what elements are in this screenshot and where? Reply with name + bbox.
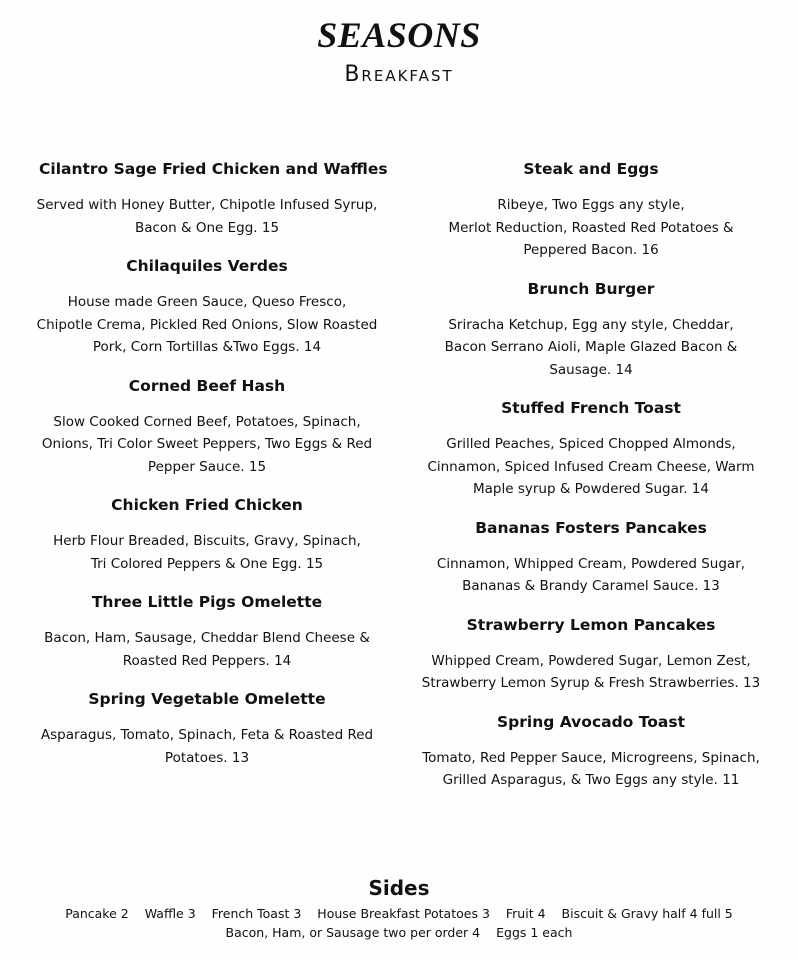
menu-item-name: Cilantro Sage Fried Chicken and Waffles	[39, 160, 388, 178]
menu-item	[22, 375, 392, 479]
item-spacer	[414, 695, 768, 711]
menu-item-description-line: House made Green Sauce, Queso Fresco,	[67, 294, 347, 310]
item-spacer	[22, 359, 392, 375]
menu-item	[414, 517, 768, 598]
side-item: Waffle 3	[144, 906, 196, 921]
menu-item-description	[414, 314, 768, 382]
menu-item-name: Chicken Fried Chicken	[111, 496, 303, 514]
menu-item-description-line: Bacon & One Egg. 15	[134, 219, 280, 236]
menu-item-description	[22, 411, 392, 479]
menu-item-description-line: Asparagus, Tomato, Spinach, Feta & Roasted Red	[40, 727, 374, 743]
menu-item-description	[414, 747, 768, 792]
menu-item	[22, 494, 392, 575]
sides-line-2	[0, 925, 798, 940]
menu-item-description-line: Ribeye, Two Eggs any style,	[497, 197, 685, 213]
side-item: Pancake 2	[65, 906, 129, 921]
menu-item-description-line: Maple syrup & Powdered Sugar. 14	[473, 481, 709, 497]
menu-item-description-line: Bananas & Brandy Caramel Sauce. 13	[462, 578, 720, 594]
side-item: French Toast 3	[211, 906, 302, 921]
menu-item-description-line: Pork, Corn Tortillas &Two Eggs. 14	[92, 339, 322, 355]
item-spacer	[414, 381, 768, 397]
menu-item-description-line: Bacon, Ham, Sausage, Cheddar Blend Cheese &	[44, 630, 370, 646]
menu-item-description-line: Tri Colored Peppers & One Egg. 15	[90, 555, 324, 572]
restaurant-name: SEASONS	[317, 15, 481, 55]
side-item: Fruit 4	[505, 906, 546, 921]
item-spacer	[414, 501, 768, 517]
menu-item	[22, 255, 392, 359]
item-spacer	[414, 598, 768, 614]
menu-item	[22, 688, 392, 769]
menu-item-description	[414, 553, 768, 598]
menu-item-description-line: Chipotle Crema, Pickled Red Onions, Slow Roasted	[36, 316, 378, 333]
menu-item-description-line: Potatoes. 13	[164, 749, 250, 766]
menu-item-description-line: Cinnamon, Whipped Cream, Powdered Sugar,	[436, 555, 746, 572]
menu-item-description-line: Sriracha Ketchup, Egg any style, Cheddar,	[448, 316, 734, 333]
menu-item-description	[22, 291, 392, 359]
menu-item-name: Strawberry Lemon Pancakes	[466, 615, 716, 634]
menu-item-description-line: Tomato, Red Pepper Sauce, Microgreens, Spinach,	[422, 749, 760, 766]
menu-item-name: Stuffed French Toast	[501, 399, 681, 417]
menu-item-description-line: Served with Honey Butter, Chipotle Infused Syrup,	[36, 197, 378, 213]
menu-item-description-line: Pepper Sauce. 15	[147, 458, 267, 475]
sides-title: Sides	[368, 876, 430, 900]
item-spacer	[414, 262, 768, 278]
side-item: House Breakfast Potatoes 3	[317, 906, 490, 921]
right-menu-column	[414, 158, 768, 792]
menu-item-name: Spring Vegetable Omelette	[88, 690, 326, 708]
menu-item	[22, 158, 392, 239]
menu-item-description-line: Sausage. 14	[549, 361, 633, 378]
menu-item	[22, 591, 392, 672]
menu-item	[414, 711, 768, 792]
menu-item	[414, 158, 768, 262]
menu-item-description-line: Cinnamon, Spiced Infused Cream Cheese, Warm	[427, 458, 755, 475]
menu-item-name: Spring Avocado Toast	[497, 712, 685, 731]
menu-item-description-line: Roasted Red Peppers. 14	[122, 652, 292, 669]
menu-item-description-line: Grilled Peaches, Spiced Chopped Almonds,	[446, 436, 736, 452]
menu-item-name: Brunch Burger	[527, 279, 655, 298]
menu-item-name: Corned Beef Hash	[128, 376, 286, 395]
item-spacer	[22, 478, 392, 494]
menu-item	[414, 397, 768, 501]
menu-item-name: Chilaquiles Verdes	[126, 257, 288, 275]
side-item: Eggs 1 each	[496, 925, 573, 940]
menu-item-description	[22, 724, 392, 769]
menu-item-description	[414, 194, 768, 262]
menu-item-description	[22, 530, 392, 575]
menu-item-description	[22, 194, 392, 239]
side-item: Bacon, Ham, or Sausage two per order 4	[225, 925, 481, 940]
menu-item-description-line: Peppered Bacon. 16	[523, 242, 659, 258]
left-menu-column	[22, 158, 392, 769]
menu-item-description-line: Whipped Cream, Powdered Sugar, Lemon Zest,	[431, 652, 751, 669]
menu-item	[414, 278, 768, 382]
menu-subtitle: Breakfast	[344, 62, 454, 87]
item-spacer	[22, 672, 392, 688]
menu-item-description	[22, 627, 392, 672]
menu-item-description-line: Herb Flour Breaded, Biscuits, Gravy, Spinach,	[53, 533, 361, 549]
sides-line-1	[0, 906, 798, 921]
menu-item-description-line: Strawberry Lemon Syrup & Fresh Strawberries. 13	[421, 675, 761, 691]
item-spacer	[22, 239, 392, 255]
side-item: Biscuit & Gravy half 4 full 5	[561, 906, 733, 921]
menu-item-name: Bananas Fosters Pancakes	[475, 518, 707, 537]
menu-item-name: Steak and Eggs	[523, 160, 659, 178]
menu-item-name: Three Little Pigs Omelette	[91, 593, 323, 611]
menu-item-description-line: Bacon Serrano Aioli, Maple Glazed Bacon &	[444, 339, 738, 355]
menu-item	[414, 614, 768, 695]
menu-item-description	[414, 650, 768, 695]
menu-item-description-line: Grilled Asparagus, & Two Eggs any style. 11	[442, 772, 740, 788]
menu-item-description-line: Merlot Reduction, Roasted Red Potatoes &	[448, 219, 734, 236]
menu-item-description-line: Onions, Tri Color Sweet Peppers, Two Eggs & Red	[41, 436, 373, 452]
menu-item-description	[414, 433, 768, 501]
item-spacer	[22, 575, 392, 591]
menu-item-description-line: Slow Cooked Corned Beef, Potatoes, Spinach,	[53, 413, 361, 430]
